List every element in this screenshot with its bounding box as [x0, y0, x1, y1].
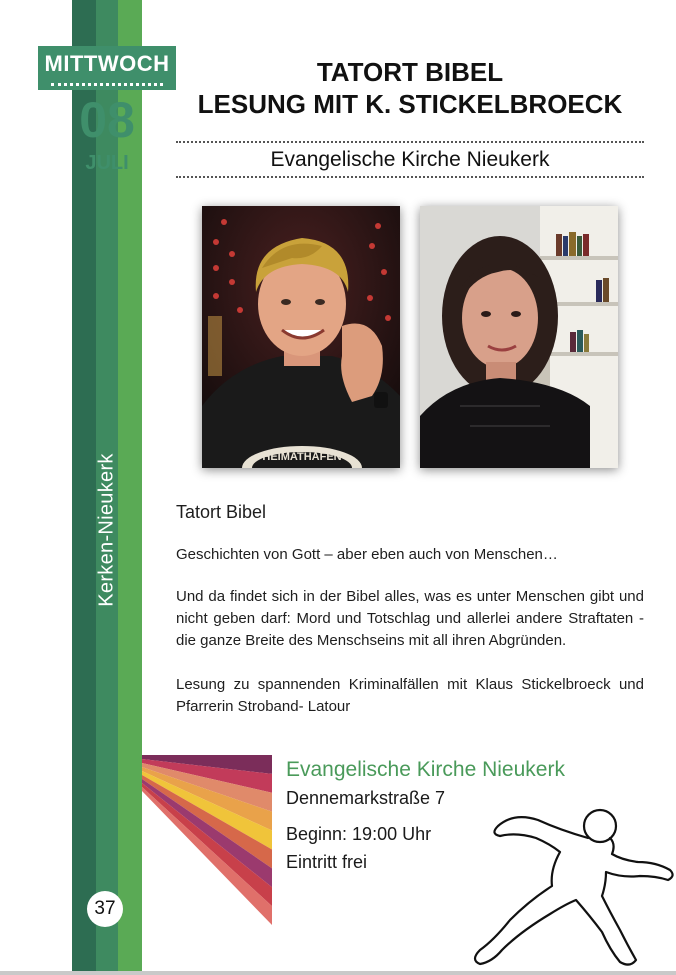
- info-street: Dennemarkstraße 7: [286, 788, 446, 808]
- weekday-dots-divider: [51, 83, 163, 86]
- event-title-line2: LESUNG MIT K. STICKELBROECK: [197, 89, 623, 119]
- rainbow-stripes-graphic: [142, 755, 276, 925]
- event-title-line1: TATORT BIBEL: [316, 57, 504, 87]
- location-tag: Kerken-Nieukerk: [95, 453, 118, 607]
- chalk-outline-body-icon: [440, 800, 676, 970]
- dotted-divider-top: [176, 141, 644, 143]
- page-number: 37: [87, 891, 123, 927]
- info-venue: Evangelische Kirche Nieukerk: [286, 758, 565, 781]
- weekday-badge: [38, 46, 176, 90]
- page-bottom-edge: [0, 971, 676, 975]
- info-start-time: Beginn: 19:00 Uhr: [286, 824, 432, 844]
- date-day: 08: [79, 92, 135, 148]
- speaker-photo-woman: [420, 206, 618, 468]
- date-month: JULI: [85, 152, 129, 174]
- info-entry: Eintritt frei: [286, 852, 368, 872]
- dotted-divider-bottom: [176, 176, 644, 178]
- speaker-photo-man: [202, 206, 400, 468]
- body-paragraph-3: Lesung zu spannenden Kriminalfällen mit Klaus Stickelbroeck und Pfarrerin Stroband- Latour: [176, 676, 644, 715]
- venue-heading: Evangelische Kirche Nieukerk: [270, 148, 550, 171]
- shirt-print-text: HEIMATHAFEN: [262, 451, 342, 463]
- weekday-label: MITTWOCH: [44, 51, 170, 76]
- intro-title: Tatort Bibel: [176, 502, 267, 522]
- body-paragraph-1: Geschichten von Gott – aber eben auch von Menschen…: [176, 546, 558, 563]
- body-paragraph-2: Und da findet sich in der Bibel alles, was es unter Menschen gibt und nicht geben darf: Mord und Totschlag und allerlei andere Straftaten - die ganze Breite des Menschseins mit all ihren Abgründen.: [176, 588, 644, 649]
